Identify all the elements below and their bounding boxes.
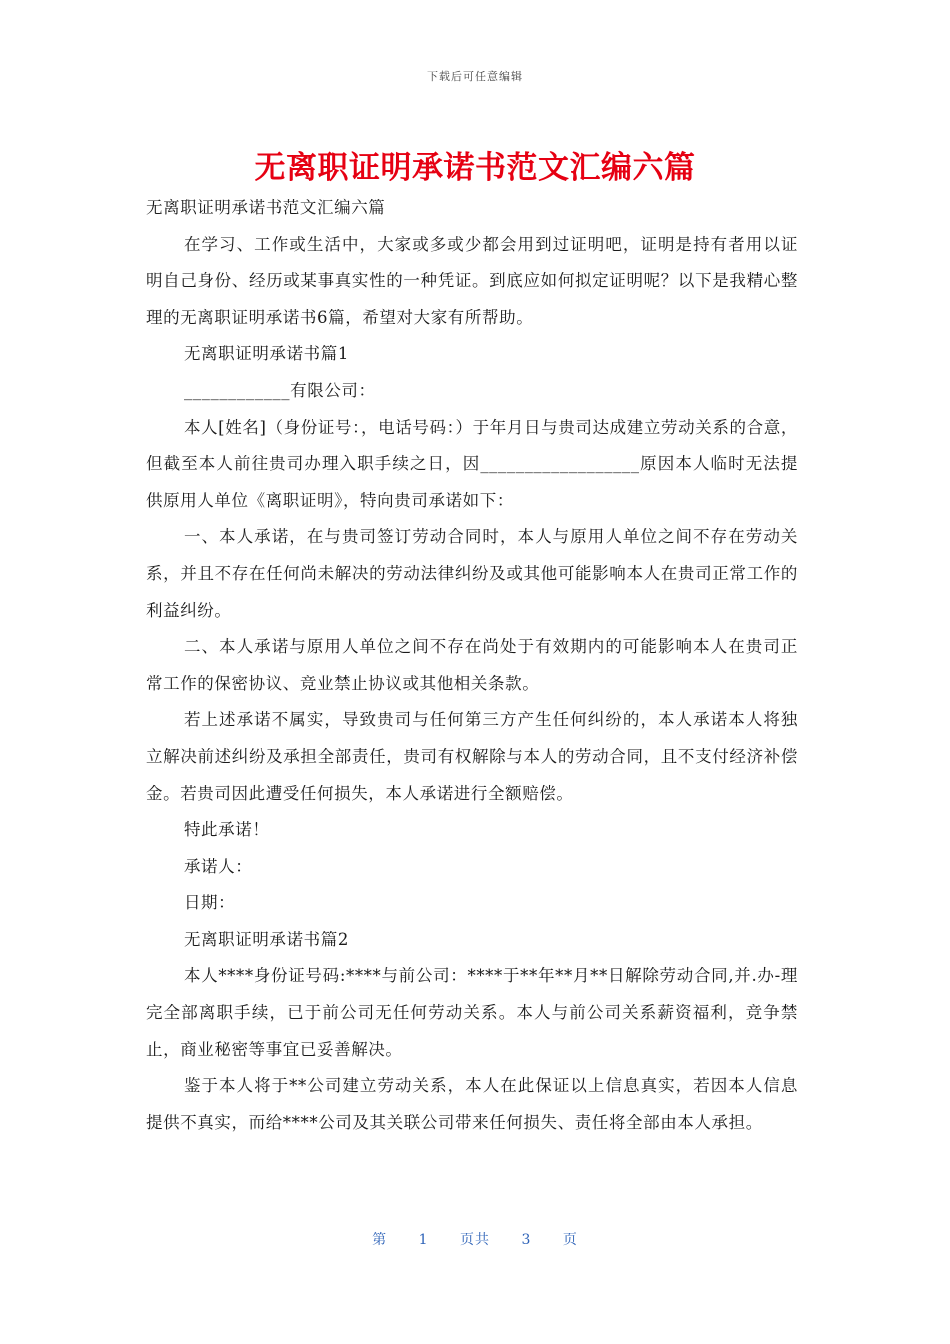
paragraph: ____________有限公司： [183, 380, 376, 400]
header-note: 下载后可任意编辑 [427, 70, 523, 83]
paragraph: 特此承诺！ [183, 820, 270, 840]
footer-current-page: 1 [418, 1232, 429, 1248]
document-body [146, 190, 798, 1141]
paragraph: 本人[姓名]（身份证号：，电话号码：）于年月日与贵司达成建立劳动关系的合意，但截至本人前往贵司办理入职手续之日，因__________________原因本人临时无法提供原用人单位《离职证明》，特向贵司承诺如下： [146, 417, 798, 510]
page-footer [0, 1229, 950, 1249]
footer-prefix: 第 [372, 1232, 388, 1248]
paragraph: 无离职证明承诺书范文汇编六篇 [146, 198, 386, 217]
paragraph: 无离职证明承诺书篇2 [183, 929, 349, 949]
paragraph: 日期： [183, 893, 236, 913]
document-title: 无离职证明承诺书范文汇编六篇 [254, 150, 696, 186]
footer-middle: 页共 [460, 1232, 490, 1248]
footer-total-pages: 3 [521, 1232, 532, 1248]
paragraph: 二、本人承诺与原用人单位之间不存在尚处于有效期内的可能影响本人在贵司正常工作的保密协议、竞业禁止协议或其他相关条款。 [146, 637, 798, 693]
paragraph: 若上述承诺不属实，导致贵司与任何第三方产生任何纠纷的，本人承诺本人将独立解决前述纠纷及承担全部责任，贵司有权解除与本人的劳动合同，且不支付经济补偿金。若贵司因此遭受任何损失，本人承诺进行全额赔偿。 [146, 710, 798, 803]
paragraph: 一、本人承诺，在与贵司签订劳动合同时，本人与原用人单位之间不存在劳动关系，并且不存在任何尚未解决的劳动法律纠纷及或其他可能影响本人在贵司正常工作的利益纠纷。 [146, 527, 798, 620]
paragraph: 本人****身份证号码:****与前公司：****于**年**月**日解除劳动合同,并.办-理完全部离职手续，已于前公司无任何劳动关系。本人与前公司关系薪资福利，竞争禁止，商业秘密等事宜已妥善解决。 [146, 966, 798, 1059]
paragraph: 在学习、工作或生活中，大家或多或少都会用到过证明吧，证明是持有者用以证明自己身份、经历或某事真实性的一种凭证。到底应如何拟定证明呢？以下是我精心整理的无离职证明承诺书6篇，希望对大家有所帮助。 [146, 234, 798, 327]
footer-suffix: 页 [562, 1232, 578, 1248]
paragraph: 承诺人： [183, 856, 253, 876]
paragraph: 无离职证明承诺书篇1 [183, 344, 349, 364]
paragraph: 鉴于本人将于**公司建立劳动关系，本人在此保证以上信息真实，若因本人信息提供不真实，而给****公司及其关联公司带来任何损失、责任将全部由本人承担。 [146, 1076, 798, 1132]
